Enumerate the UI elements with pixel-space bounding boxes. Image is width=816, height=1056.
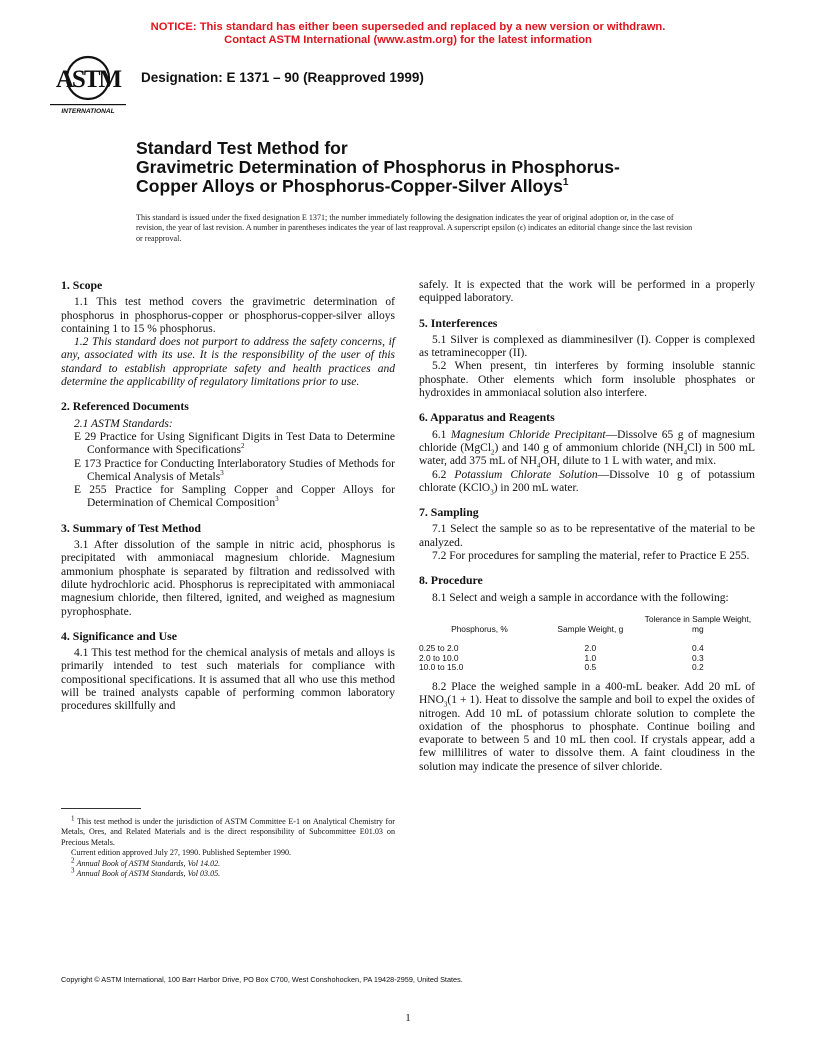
- heading-scope: 1. Scope: [61, 278, 103, 292]
- left-column: [61, 279, 395, 725]
- document-title: [136, 139, 736, 196]
- issued-note: This standard is issued under the fixed designation E 1371; the number immediately following the designation indicates the year of original adoption or, in the case of revision, the year of last revision. A number in parentheses indicates the year of last reapproval. A superscript epsilon (ϵ) indicates an editorial change since the last revision or reapproval.: [136, 213, 693, 243]
- logo-label: INTERNATIONAL: [61, 108, 115, 115]
- para-2-1: 2.1 ASTM Standards:: [74, 417, 173, 430]
- para-7-1: 7.1 Select the sample so as to be representative of the material to be analyzed.: [419, 523, 755, 549]
- sample-weight-table: [419, 615, 755, 673]
- para-6-2: 6.2 Potassium Chlorate Solution—Dissolve 10 g of potassium chlorate (KClO$_3$) in 200 mL water.: [419, 468, 755, 497]
- title-line-3: Copper Alloys or Phosphorus-Copper-Silver Alloys: [136, 176, 563, 196]
- heading-sampling: 7. Sampling: [419, 505, 479, 520]
- section-scope: [61, 279, 395, 389]
- svg-text:ASTM: ASTM: [55, 66, 121, 93]
- heading-significance: 4. Significance and Use: [61, 628, 178, 643]
- table-row: [419, 663, 755, 673]
- section-referenced-documents: [61, 400, 395, 510]
- table-cell: 0.4: [692, 643, 704, 654]
- reference-e29: E 29 Practice for Using Significant Digits in Test Data to Determine Conformance with Specifications$^2$: [74, 430, 395, 457]
- table-cell: 0.5: [584, 662, 597, 673]
- table-header-tolerance: Tolerance in Sample Weight, mg: [644, 613, 752, 634]
- title-line-1: Standard Test Method for: [136, 138, 348, 158]
- heading-procedure: 8. Procedure: [419, 573, 483, 588]
- notice-line-2: Contact ASTM International (www.astm.org) for the latest information: [224, 34, 592, 46]
- heading-summary: 3. Summary of Test Method: [61, 520, 201, 535]
- footnote-2: $^2$ Annual Book of ASTM Standards, Vol 14.02.: [71, 855, 221, 868]
- para-4-1: 4.1 This test method for the chemical analysis of metals and alloys is primarily intended to test such materials for compliance with compositional specifications. It is assumed that all who use this method will be trained analysts capable of performing common laboratory procedures skillfully and: [61, 647, 395, 713]
- table-cell: 0.25 to 2.0: [419, 643, 459, 654]
- para-1-2: 1.2 This standard does not purport to address the safety concerns, if any, associated with its use. It is the responsibility of the user of this standard to establish appropriate safety and health practices and determine the applicability of regulatory limitations prior to use.: [61, 336, 395, 389]
- table-cell: 2.0: [584, 643, 597, 654]
- table-cell: 1.0: [584, 652, 597, 663]
- section-significance-continued: [419, 279, 755, 306]
- section-interferences: [419, 317, 755, 401]
- notice-line-1: NOTICE: This standard has either been superseded and replaced by a new version or withdrawn.: [150, 21, 666, 33]
- footnotes: [61, 814, 395, 879]
- heading-interferences: 5. Interferences: [419, 315, 498, 330]
- reference-e255: E 255 Practice for Sampling Copper and Copper Alloys for Determination of Chemical Composition$^3$: [74, 484, 395, 510]
- table-cell: 0.2: [692, 662, 704, 673]
- table-header-phosphorus: Phosphorus, %: [451, 623, 508, 634]
- para-8-2: 8.2 Place the weighed sample in a 400-mL beaker. Add 20 mL of $HNO_3(1 + 1)$. Heat to dissolve the sample and boil to expel the oxides of nitrogen. Add 10 mL of potassium chlorate solution to complete the oxidation of the phosphorus to phosphate. Continue boiling and evaporate to between 5 and 10 mL then cool. If crystals appear, add a few millilitres of water to dissolve them. A faint cloudiness in the solution may indicate the presence of silver chloride.: [419, 680, 755, 773]
- right-column: [419, 279, 755, 785]
- section-sampling: [419, 506, 755, 563]
- footnote-divider: [61, 808, 141, 809]
- astm-logo: [48, 54, 128, 116]
- withdrawal-notice: [0, 21, 816, 47]
- heading-referenced-documents: 2. Referenced Documents: [61, 399, 189, 414]
- para-7-2: 7.2 For procedures for sampling the material, refer to Practice E 255.: [432, 550, 750, 563]
- para-5-1: 5.1 Silver is complexed as diamminesilver (I). Copper is complexed as tetraminecopper (II).: [419, 333, 755, 360]
- para-6-1: 6.1 Magnesium Chloride Precipitant—Dissolve 65 g of magnesium chloride (MgCl$_2$) and 140 g of ammonium chloride $(NH_4Cl)$ in 500 mL water, add 375 mL of $NH_4OH$, dilute to 1 L with water, and mix.: [419, 428, 755, 470]
- copyright-footer: Copyright © ASTM International, 100 Barr Harbor Drive, PO Box C700, West Conshohocken, PA 19428-2959, United States.: [61, 975, 463, 984]
- table-header-sample-weight: Sample Weight, g: [557, 623, 624, 634]
- title-footnote-mark: 1: [562, 177, 569, 189]
- page-number: 1: [405, 1012, 411, 1024]
- designation: Designation: E 1371 – 90 (Reapproved 1999): [141, 70, 424, 85]
- table-cell: 10.0 to 15.0: [419, 662, 464, 673]
- section-apparatus: [419, 411, 755, 495]
- table-cell: 2.0 to 10.0: [419, 652, 459, 663]
- section-significance: [61, 630, 395, 714]
- section-procedure: [419, 574, 755, 774]
- para-8-1: 8.1 Select and weigh a sample in accordance with the following:: [432, 591, 729, 604]
- reference-e173: E 173 Practice for Conducting Interlaboratory Studies of Methods for Chemical Analysis of Metals$^3$: [74, 457, 395, 483]
- heading-apparatus: 6. Apparatus and Reagents: [419, 410, 555, 425]
- table-cell: 0.3: [692, 652, 704, 663]
- footnote-3: $^3$ Annual Book of ASTM Standards, Vol 03.05.: [71, 866, 221, 879]
- para-3-1: 3.1 After dissolution of the sample in nitric acid, phosphorus is precipitated with ammoniacal magnesium chloride. Magnesium ammonium phosphate is separated by filtration and redissolved with dilute hydrochloric acid. Phosphorus is reprecipitated with ammoniacal magnesium chloride, then filtered, ignited, and weighed as magnesium pyrophosphate.: [61, 539, 395, 618]
- section-summary: [61, 522, 395, 619]
- para-1-1: 1.1 This test method covers the gravimetric determination of phosphorus in phosphorus-copper or phosphorus-copper-silver alloys containing 1 to 15 % phosphorus.: [61, 296, 395, 335]
- para-5-2: 5.2 When present, tin interferes by forming insoluble stannic phosphate. Other elements which form insoluble phosphates or hydroxides in ammoniacal solution also interfere.: [419, 360, 755, 400]
- footnote-1-edition: Current edition approved July 27, 1990. Published September 1990.: [71, 848, 292, 858]
- para-4-1-continued: safely. It is expected that the work will be performed in a properly equipped laboratory.: [419, 279, 755, 305]
- astm-logo-mark: [48, 54, 128, 116]
- footnote-1: $^1$ This test method is under the jurisdiction of ASTM Committee E-1 on Analytical Chemistry for Metals, Ores, and Related Materials and is the direct responsibility of Subcommittee E01.03 on Precious Metals.: [61, 814, 395, 847]
- title-line-2: Gravimetric Determination of Phosphorus in Phosphorus-: [136, 157, 620, 177]
